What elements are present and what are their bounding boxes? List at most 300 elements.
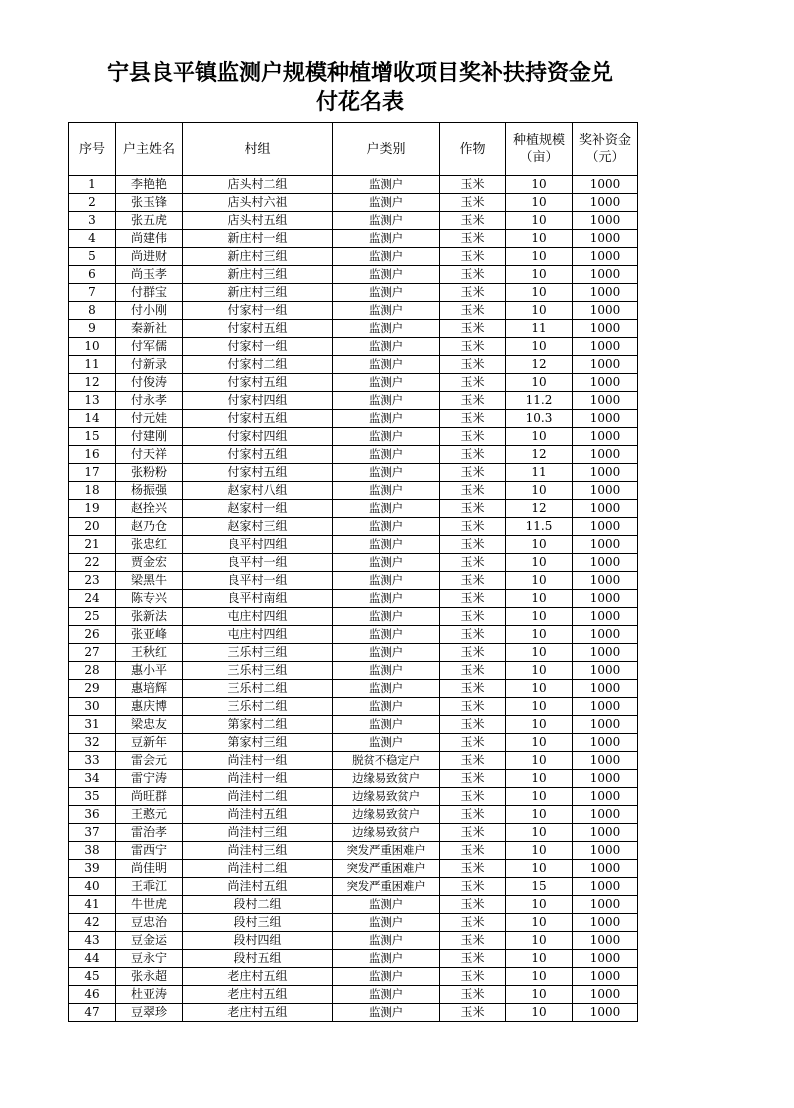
cell-crop: 玉米 (440, 806, 506, 824)
cell-name: 惠庆博 (116, 698, 183, 716)
cell-type: 监测户 (333, 716, 440, 734)
cell-seq: 2 (69, 194, 116, 212)
cell-scale: 10 (506, 788, 573, 806)
table-row (69, 932, 638, 950)
cell-type: 监测户 (333, 698, 440, 716)
cell-scale: 11 (506, 464, 573, 482)
cell-village: 付家村二组 (183, 356, 333, 374)
cell-village: 老庄村五组 (183, 1004, 333, 1022)
cell-seq: 4 (69, 230, 116, 248)
table-row (69, 536, 638, 554)
cell-seq: 20 (69, 518, 116, 536)
cell-scale: 10 (506, 914, 573, 932)
cell-fund: 1000 (573, 374, 638, 392)
cell-name: 张忠红 (116, 536, 183, 554)
header-scale (506, 123, 573, 176)
header-scale-line2: （亩） (519, 150, 559, 165)
cell-fund: 1000 (573, 788, 638, 806)
table-row (69, 446, 638, 464)
table-row (69, 950, 638, 968)
cell-scale: 10 (506, 338, 573, 356)
cell-crop: 玉米 (440, 518, 506, 536)
cell-village: 三乐村三组 (183, 644, 333, 662)
cell-type: 监测户 (333, 464, 440, 482)
subsidy-table (68, 122, 638, 1022)
cell-name: 张粉粉 (116, 464, 183, 482)
cell-name: 豆新年 (116, 734, 183, 752)
cell-fund: 1000 (573, 716, 638, 734)
cell-crop: 玉米 (440, 824, 506, 842)
cell-type: 监测户 (333, 428, 440, 446)
cell-fund: 1000 (573, 842, 638, 860)
table-row (69, 320, 638, 338)
cell-type: 监测户 (333, 914, 440, 932)
cell-name: 牛世虎 (116, 896, 183, 914)
cell-seq: 35 (69, 788, 116, 806)
cell-type: 监测户 (333, 518, 440, 536)
cell-crop: 玉米 (440, 896, 506, 914)
cell-crop: 玉米 (440, 536, 506, 554)
table-row (69, 284, 638, 302)
cell-fund: 1000 (573, 986, 638, 1004)
cell-crop: 玉米 (440, 194, 506, 212)
cell-scale: 10 (506, 896, 573, 914)
cell-scale: 12 (506, 500, 573, 518)
table-row (69, 338, 638, 356)
cell-crop: 玉米 (440, 356, 506, 374)
cell-fund: 1000 (573, 968, 638, 986)
cell-scale: 11.5 (506, 518, 573, 536)
cell-scale: 10.3 (506, 410, 573, 428)
cell-name: 尚佳明 (116, 860, 183, 878)
cell-seq: 39 (69, 860, 116, 878)
table-row (69, 770, 638, 788)
cell-fund: 1000 (573, 464, 638, 482)
cell-village: 屯庄村四组 (183, 626, 333, 644)
cell-village: 店头村二组 (183, 176, 333, 194)
cell-fund: 1000 (573, 536, 638, 554)
cell-scale: 10 (506, 842, 573, 860)
cell-scale: 10 (506, 1004, 573, 1022)
cell-crop: 玉米 (440, 608, 506, 626)
cell-scale: 10 (506, 590, 573, 608)
table-row (69, 374, 638, 392)
cell-seq: 25 (69, 608, 116, 626)
header-type: 户类别 (333, 123, 440, 176)
cell-scale: 10 (506, 428, 573, 446)
cell-type: 监测户 (333, 176, 440, 194)
cell-name: 赵拴兴 (116, 500, 183, 518)
cell-village: 新庄村三组 (183, 284, 333, 302)
document-title-line1: 宁县良平镇监测户规模种植增收项目奖补扶持资金兑 (106, 61, 613, 86)
cell-village: 赵家村八组 (183, 482, 333, 500)
cell-type: 监测户 (333, 734, 440, 752)
cell-type: 监测户 (333, 284, 440, 302)
table-row (69, 464, 638, 482)
table-row (69, 608, 638, 626)
cell-fund: 1000 (573, 824, 638, 842)
cell-seq: 31 (69, 716, 116, 734)
table-row (69, 644, 638, 662)
cell-name: 赵乃仓 (116, 518, 183, 536)
table-row (69, 212, 638, 230)
cell-village: 付家村一组 (183, 338, 333, 356)
cell-seq: 3 (69, 212, 116, 230)
table-row (69, 194, 638, 212)
cell-name: 付新录 (116, 356, 183, 374)
cell-type: 监测户 (333, 212, 440, 230)
cell-name: 张永超 (116, 968, 183, 986)
cell-type: 监测户 (333, 932, 440, 950)
cell-scale: 11 (506, 320, 573, 338)
cell-fund: 1000 (573, 248, 638, 266)
cell-type: 监测户 (333, 374, 440, 392)
cell-crop: 玉米 (440, 230, 506, 248)
cell-scale: 10 (506, 302, 573, 320)
cell-fund: 1000 (573, 734, 638, 752)
table-row (69, 914, 638, 932)
cell-village: 良平村南组 (183, 590, 333, 608)
cell-type: 监测户 (333, 338, 440, 356)
cell-fund: 1000 (573, 770, 638, 788)
cell-village: 尚洼村二组 (183, 788, 333, 806)
header-village: 村组 (183, 123, 333, 176)
cell-fund: 1000 (573, 266, 638, 284)
cell-name: 付元娃 (116, 410, 183, 428)
cell-fund: 1000 (573, 518, 638, 536)
table-row (69, 842, 638, 860)
cell-village: 尚洼村五组 (183, 806, 333, 824)
cell-village: 尚洼村三组 (183, 824, 333, 842)
cell-name: 王乖江 (116, 878, 183, 896)
cell-scale: 10 (506, 680, 573, 698)
cell-name: 豆金运 (116, 932, 183, 950)
cell-village: 赵家村三组 (183, 518, 333, 536)
cell-scale: 15 (506, 878, 573, 896)
cell-name: 王秋红 (116, 644, 183, 662)
table-row (69, 590, 638, 608)
table-row (69, 680, 638, 698)
cell-scale: 10 (506, 752, 573, 770)
cell-fund: 1000 (573, 428, 638, 446)
cell-village: 店头村六祖 (183, 194, 333, 212)
cell-type: 监测户 (333, 662, 440, 680)
cell-crop: 玉米 (440, 914, 506, 932)
header-fund-line2: （元） (585, 150, 625, 165)
header-seq: 序号 (69, 123, 116, 176)
cell-type: 监测户 (333, 968, 440, 986)
cell-name: 雷治孝 (116, 824, 183, 842)
cell-type: 监测户 (333, 248, 440, 266)
cell-fund: 1000 (573, 878, 638, 896)
cell-type: 监测户 (333, 608, 440, 626)
cell-village: 付家村五组 (183, 320, 333, 338)
cell-fund: 1000 (573, 680, 638, 698)
cell-fund: 1000 (573, 338, 638, 356)
table-row (69, 716, 638, 734)
cell-seq: 9 (69, 320, 116, 338)
cell-scale: 10 (506, 212, 573, 230)
header-scale-line1: 种植规模 (512, 133, 565, 148)
cell-seq: 34 (69, 770, 116, 788)
cell-crop: 玉米 (440, 788, 506, 806)
cell-village: 段村三组 (183, 914, 333, 932)
cell-name: 贾金宏 (116, 554, 183, 572)
cell-fund: 1000 (573, 392, 638, 410)
cell-scale: 10 (506, 806, 573, 824)
cell-type: 监测户 (333, 1004, 440, 1022)
cell-name: 秦新社 (116, 320, 183, 338)
cell-type: 监测户 (333, 554, 440, 572)
cell-seq: 36 (69, 806, 116, 824)
cell-village: 老庄村五组 (183, 986, 333, 1004)
cell-name: 雷宁涛 (116, 770, 183, 788)
cell-name: 惠培辉 (116, 680, 183, 698)
cell-name: 付俊涛 (116, 374, 183, 392)
cell-scale: 10 (506, 230, 573, 248)
table-row (69, 788, 638, 806)
cell-village: 赵家村一组 (183, 500, 333, 518)
cell-seq: 7 (69, 284, 116, 302)
cell-name: 豆忠治 (116, 914, 183, 932)
cell-crop: 玉米 (440, 716, 506, 734)
cell-type: 监测户 (333, 950, 440, 968)
cell-type: 突发严重困难户 (333, 878, 440, 896)
header-crop: 作物 (440, 123, 506, 176)
table-row (69, 878, 638, 896)
cell-type: 监测户 (333, 482, 440, 500)
cell-name: 付天祥 (116, 446, 183, 464)
cell-crop: 玉米 (440, 464, 506, 482)
cell-fund: 1000 (573, 500, 638, 518)
cell-village: 屯庄村四组 (183, 608, 333, 626)
cell-type: 监测户 (333, 680, 440, 698)
cell-crop: 玉米 (440, 428, 506, 446)
cell-fund: 1000 (573, 950, 638, 968)
cell-crop: 玉米 (440, 266, 506, 284)
cell-scale: 10 (506, 860, 573, 878)
table-row (69, 392, 638, 410)
cell-village: 第家村三组 (183, 734, 333, 752)
cell-name: 尚进财 (116, 248, 183, 266)
cell-name: 豆永宁 (116, 950, 183, 968)
cell-fund: 1000 (573, 212, 638, 230)
cell-type: 监测户 (333, 392, 440, 410)
cell-seq: 29 (69, 680, 116, 698)
cell-name: 杜亚涛 (116, 986, 183, 1004)
cell-type: 边缘易致贫户 (333, 824, 440, 842)
cell-crop: 玉米 (440, 968, 506, 986)
cell-village: 付家村五组 (183, 446, 333, 464)
cell-name: 张亚峰 (116, 626, 183, 644)
cell-seq: 28 (69, 662, 116, 680)
cell-name: 付军儒 (116, 338, 183, 356)
cell-fund: 1000 (573, 230, 638, 248)
cell-type: 监测户 (333, 572, 440, 590)
cell-crop: 玉米 (440, 320, 506, 338)
cell-name: 付小刚 (116, 302, 183, 320)
table-row (69, 554, 638, 572)
cell-scale: 12 (506, 356, 573, 374)
table-row (69, 410, 638, 428)
cell-crop: 玉米 (440, 842, 506, 860)
cell-type: 边缘易致贫户 (333, 806, 440, 824)
cell-seq: 41 (69, 896, 116, 914)
cell-crop: 玉米 (440, 770, 506, 788)
cell-seq: 32 (69, 734, 116, 752)
cell-fund: 1000 (573, 194, 638, 212)
cell-crop: 玉米 (440, 698, 506, 716)
table-row (69, 734, 638, 752)
cell-village: 段村五组 (183, 950, 333, 968)
cell-village: 尚洼村一组 (183, 770, 333, 788)
cell-crop: 玉米 (440, 734, 506, 752)
table-row (69, 518, 638, 536)
cell-name: 付永孝 (116, 392, 183, 410)
table-row (69, 806, 638, 824)
header-name: 户主姓名 (116, 123, 183, 176)
cell-crop: 玉米 (440, 338, 506, 356)
cell-seq: 19 (69, 500, 116, 518)
cell-village: 新庄村三组 (183, 266, 333, 284)
cell-fund: 1000 (573, 644, 638, 662)
cell-village: 新庄村三组 (183, 248, 333, 266)
cell-fund: 1000 (573, 302, 638, 320)
table-row (69, 1004, 638, 1022)
cell-type: 监测户 (333, 536, 440, 554)
table-row (69, 428, 638, 446)
table-row (69, 626, 638, 644)
cell-village: 段村二组 (183, 896, 333, 914)
cell-seq: 1 (69, 176, 116, 194)
cell-name: 陈专兴 (116, 590, 183, 608)
cell-crop: 玉米 (440, 932, 506, 950)
cell-name: 惠小平 (116, 662, 183, 680)
cell-crop: 玉米 (440, 392, 506, 410)
cell-type: 监测户 (333, 266, 440, 284)
table-row (69, 698, 638, 716)
cell-crop: 玉米 (440, 248, 506, 266)
cell-seq: 13 (69, 392, 116, 410)
cell-type: 监测户 (333, 500, 440, 518)
cell-scale: 10 (506, 986, 573, 1004)
cell-village: 三乐村二组 (183, 698, 333, 716)
cell-seq: 18 (69, 482, 116, 500)
cell-seq: 42 (69, 914, 116, 932)
cell-crop: 玉米 (440, 662, 506, 680)
cell-fund: 1000 (573, 752, 638, 770)
cell-fund: 1000 (573, 356, 638, 374)
cell-village: 段村四组 (183, 932, 333, 950)
cell-fund: 1000 (573, 608, 638, 626)
cell-name: 梁黑牛 (116, 572, 183, 590)
cell-seq: 23 (69, 572, 116, 590)
cell-crop: 玉米 (440, 446, 506, 464)
cell-village: 尚洼村五组 (183, 878, 333, 896)
cell-name: 张玉锋 (116, 194, 183, 212)
cell-type: 监测户 (333, 986, 440, 1004)
header-fund (573, 123, 638, 176)
cell-fund: 1000 (573, 446, 638, 464)
cell-seq: 12 (69, 374, 116, 392)
document-title-line2: 付花名表 (315, 90, 404, 115)
cell-scale: 10 (506, 176, 573, 194)
cell-scale: 10 (506, 482, 573, 500)
cell-crop: 玉米 (440, 644, 506, 662)
table-row (69, 482, 638, 500)
cell-name: 尚旺群 (116, 788, 183, 806)
cell-name: 尚玉孝 (116, 266, 183, 284)
cell-fund: 1000 (573, 662, 638, 680)
cell-seq: 15 (69, 428, 116, 446)
cell-type: 监测户 (333, 302, 440, 320)
cell-crop: 玉米 (440, 374, 506, 392)
cell-village: 尚洼村二组 (183, 860, 333, 878)
cell-name: 雷西宁 (116, 842, 183, 860)
cell-seq: 11 (69, 356, 116, 374)
cell-seq: 14 (69, 410, 116, 428)
cell-village: 新庄村一组 (183, 230, 333, 248)
cell-crop: 玉米 (440, 212, 506, 230)
cell-scale: 11.2 (506, 392, 573, 410)
cell-scale: 10 (506, 248, 573, 266)
cell-crop: 玉米 (440, 284, 506, 302)
cell-name: 付建刚 (116, 428, 183, 446)
cell-scale: 10 (506, 824, 573, 842)
table-row (69, 266, 638, 284)
cell-crop: 玉米 (440, 176, 506, 194)
table-row (69, 752, 638, 770)
cell-scale: 10 (506, 536, 573, 554)
cell-crop: 玉米 (440, 482, 506, 500)
cell-seq: 37 (69, 824, 116, 842)
cell-scale: 10 (506, 734, 573, 752)
cell-village: 付家村四组 (183, 428, 333, 446)
table-row (69, 896, 638, 914)
cell-scale: 10 (506, 608, 573, 626)
cell-village: 付家村一组 (183, 302, 333, 320)
table-row (69, 824, 638, 842)
cell-seq: 43 (69, 932, 116, 950)
cell-seq: 8 (69, 302, 116, 320)
cell-name: 张五虎 (116, 212, 183, 230)
cell-seq: 44 (69, 950, 116, 968)
cell-scale: 10 (506, 626, 573, 644)
cell-crop: 玉米 (440, 878, 506, 896)
cell-seq: 47 (69, 1004, 116, 1022)
cell-type: 监测户 (333, 446, 440, 464)
cell-fund: 1000 (573, 806, 638, 824)
cell-type: 监测户 (333, 626, 440, 644)
cell-scale: 10 (506, 716, 573, 734)
cell-crop: 玉米 (440, 752, 506, 770)
cell-scale: 10 (506, 374, 573, 392)
cell-type: 监测户 (333, 644, 440, 662)
cell-crop: 玉米 (440, 860, 506, 878)
cell-village: 付家村四组 (183, 392, 333, 410)
cell-seq: 45 (69, 968, 116, 986)
cell-village: 尚洼村一组 (183, 752, 333, 770)
table-row (69, 356, 638, 374)
cell-fund: 1000 (573, 896, 638, 914)
cell-name: 王憨元 (116, 806, 183, 824)
table-row (69, 248, 638, 266)
cell-type: 监测户 (333, 590, 440, 608)
cell-scale: 10 (506, 662, 573, 680)
cell-crop: 玉米 (440, 500, 506, 518)
cell-fund: 1000 (573, 626, 638, 644)
cell-type: 边缘易致贫户 (333, 788, 440, 806)
